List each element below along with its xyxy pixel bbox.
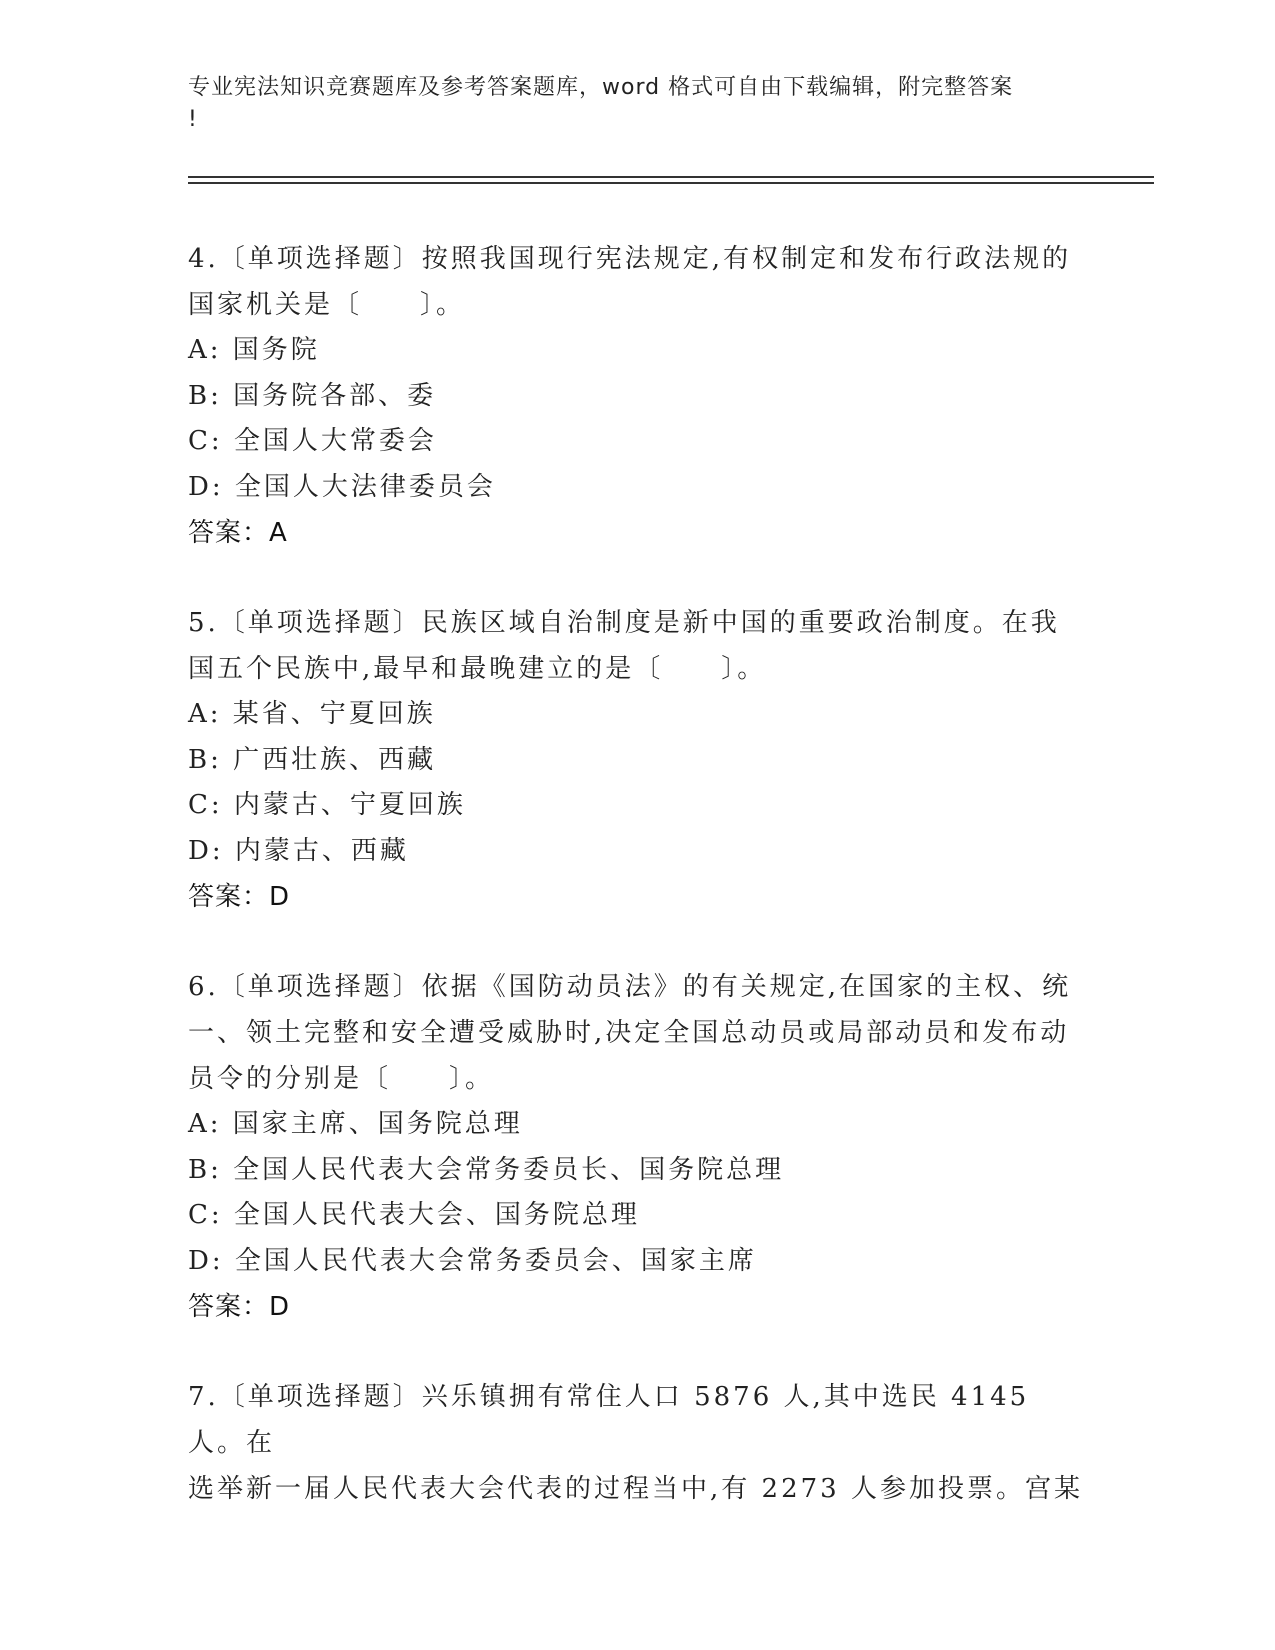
question-stem-line: 选举新一届人民代表大会代表的过程当中,有 2273 人参加投票。宫某 bbox=[188, 1474, 1083, 1504]
question-stem-line: 5.〔单项选择题〕民族区域自治制度是新中国的重要政治制度。在我 bbox=[188, 608, 1060, 638]
question-6 bbox=[188, 964, 1088, 1330]
option-c: C: 内蒙古、宁夏回族 bbox=[188, 790, 466, 820]
option-b: B: 广西壮族、西藏 bbox=[188, 744, 437, 775]
header-rule-bottom bbox=[188, 182, 1154, 184]
question-stem-line: 6.〔单项选择题〕依据《国防动员法》的有关规定,在国家的主权、统 bbox=[188, 972, 1072, 1002]
question-stem-line: 国家机关是〔 〕。 bbox=[188, 290, 466, 320]
question-4 bbox=[188, 236, 1088, 556]
answer-line: 答案：D bbox=[188, 1292, 291, 1322]
question-stem-line: 4.〔单项选择题〕按照我国现行宪法规定,有权制定和发布行政法规的 bbox=[188, 244, 1072, 274]
option-c: C: 全国人大常委会 bbox=[188, 426, 437, 456]
question-stem-line: 国五个民族中,最早和最晚建立的是〔 〕。 bbox=[188, 654, 767, 684]
question-5 bbox=[188, 600, 1088, 920]
answer-line: 答案：A bbox=[188, 518, 288, 548]
question-stem-line: 7.〔单项选择题〕兴乐镇拥有常住人口 5876 人,其中选民 4145 人。在 bbox=[188, 1382, 1030, 1458]
header-line-2: ! bbox=[188, 107, 198, 132]
answer-line: 答案：D bbox=[188, 882, 291, 912]
question-list bbox=[188, 236, 1088, 1556]
option-a: A: 国家主席、国务院总理 bbox=[188, 1109, 523, 1139]
page-header bbox=[188, 72, 1088, 136]
option-c: C: 全国人民代表大会、国务院总理 bbox=[188, 1200, 640, 1230]
question-stem-line: 员令的分别是〔 〕。 bbox=[188, 1064, 495, 1094]
option-d: D: 全国人大法律委员会 bbox=[188, 471, 496, 502]
option-a: A: 国务院 bbox=[188, 335, 320, 365]
question-stem-line: 一、领土完整和安全遭受威胁时,决定全国总动员或局部动员和发布动 bbox=[188, 1018, 1070, 1048]
header-line-1: 专业宪法知识竞赛题库及参考答案题库，word 格式可自由下载编辑，附完整答案 bbox=[188, 75, 1014, 100]
option-d: D: 全国人民代表大会常务委员会、国家主席 bbox=[188, 1245, 757, 1276]
option-b: B: 国务院各部、委 bbox=[188, 380, 437, 411]
option-a: A: 某省、宁夏回族 bbox=[188, 699, 436, 729]
question-7 bbox=[188, 1374, 1088, 1512]
header-rule-top bbox=[188, 176, 1154, 178]
option-b: B: 全国人民代表大会常务委员长、国务院总理 bbox=[188, 1154, 785, 1185]
option-d: D: 内蒙古、西藏 bbox=[188, 835, 409, 866]
